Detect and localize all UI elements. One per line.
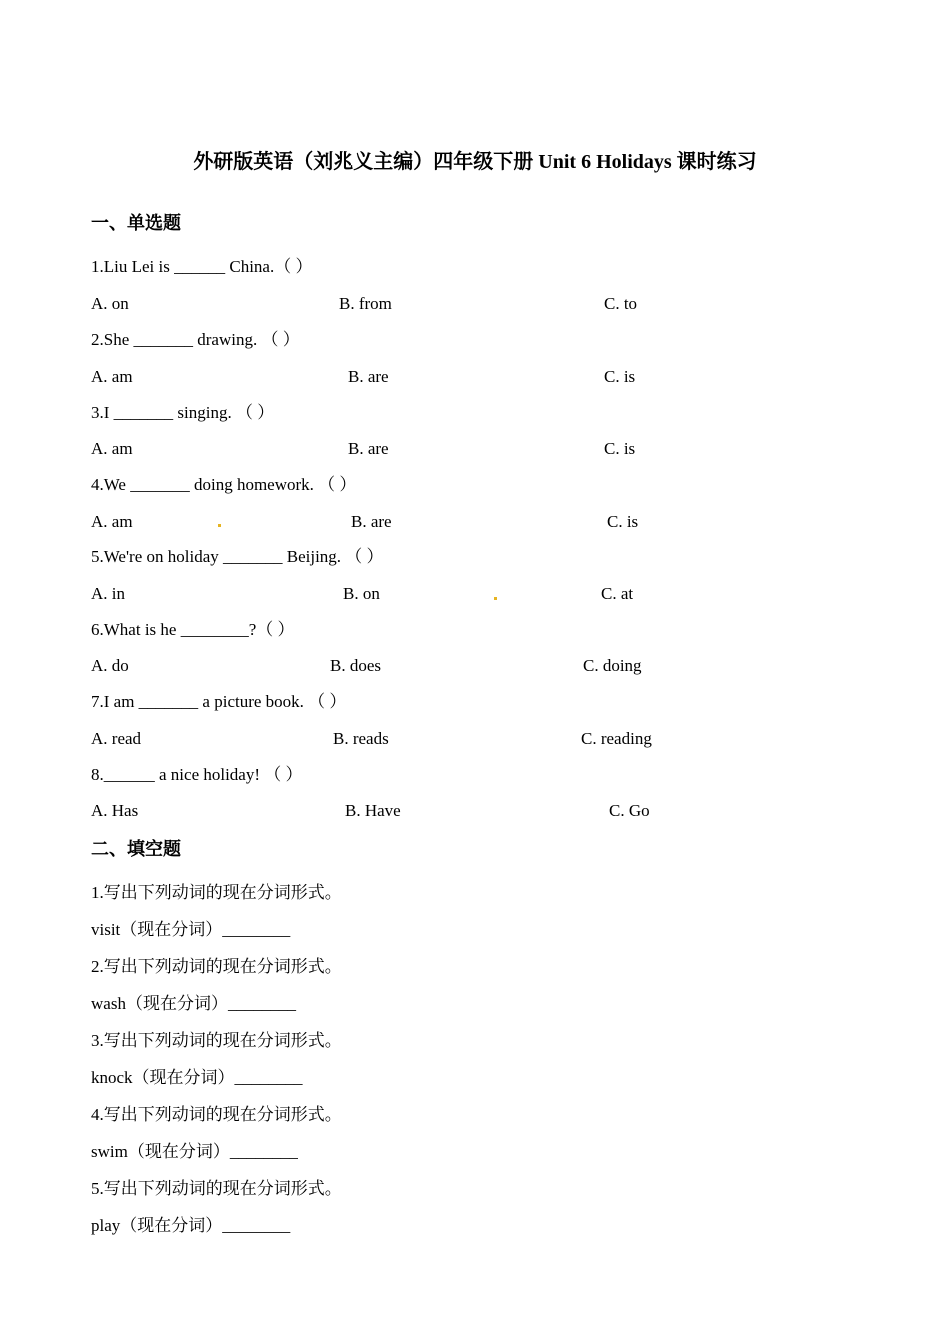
option-c: C. doing [583, 656, 642, 675]
option-a: A. on [91, 294, 129, 313]
option-b: B. from [339, 294, 392, 313]
question-stem: 2.She _______ drawing. （ ） [91, 330, 300, 349]
question-stem: 7.I am _______ a picture book. （ ） [91, 692, 347, 711]
question-stem: 3.I _______ singing. （ ） [91, 403, 275, 422]
fill-answer-line: knock（现在分词）________ [91, 1068, 303, 1087]
option-a: A. Has [91, 801, 139, 820]
page-title: 外研版英语（刘兆义主编）四年级下册 Unit 6 Holidays 课时练习 [193, 151, 757, 173]
option-c: C. at [601, 584, 634, 603]
fill-answer-line: swim（现在分词）________ [91, 1142, 298, 1161]
option-a: A. am [91, 367, 133, 386]
fill-prompt: 4.写出下列动词的现在分词形式。 [91, 1105, 342, 1124]
option-c: C. is [604, 439, 636, 458]
option-a: A. in [91, 584, 125, 603]
section-heading-single-choice: 一、单选题 [91, 213, 181, 233]
option-b: B. are [348, 367, 389, 386]
decorative-mark [494, 597, 497, 600]
decorative-mark [218, 524, 221, 527]
question-stem: 6.What is he ________?（ ） [91, 620, 295, 639]
option-b: B. does [330, 656, 381, 675]
option-a: A. read [91, 729, 142, 748]
option-a: A. am [91, 439, 133, 458]
question-stem: 1.Liu Lei is ______ China.（ ） [91, 257, 313, 276]
option-c: C. Go [609, 801, 650, 820]
fill-answer-line: visit（现在分词）________ [91, 920, 291, 939]
option-c: C. is [607, 512, 639, 531]
section-heading-fill-in: 二、填空题 [91, 839, 181, 859]
question-stem: 8.______ a nice holiday! （ ） [91, 765, 303, 784]
option-c: C. reading [581, 729, 652, 748]
question-stem: 5.We're on holiday _______ Beijing. （ ） [91, 547, 384, 566]
fill-prompt: 1.写出下列动词的现在分词形式。 [91, 883, 342, 902]
option-c: C. is [604, 367, 636, 386]
fill-answer-line: play（现在分词）________ [91, 1216, 291, 1235]
option-b: B. reads [333, 729, 389, 748]
option-a: A. am [91, 512, 133, 531]
option-c: C. to [604, 294, 638, 313]
fill-prompt: 2.写出下列动词的现在分词形式。 [91, 957, 342, 976]
option-b: B. on [343, 584, 380, 603]
option-a: A. do [91, 656, 129, 675]
question-stem: 4.We _______ doing homework. （ ） [91, 475, 357, 494]
fill-prompt: 3.写出下列动词的现在分词形式。 [91, 1031, 342, 1050]
fill-answer-line: wash（现在分词）________ [91, 994, 296, 1013]
option-b: B. are [348, 439, 389, 458]
fill-prompt: 5.写出下列动词的现在分词形式。 [91, 1179, 342, 1198]
option-b: B. Have [345, 801, 401, 820]
option-b: B. are [351, 512, 392, 531]
